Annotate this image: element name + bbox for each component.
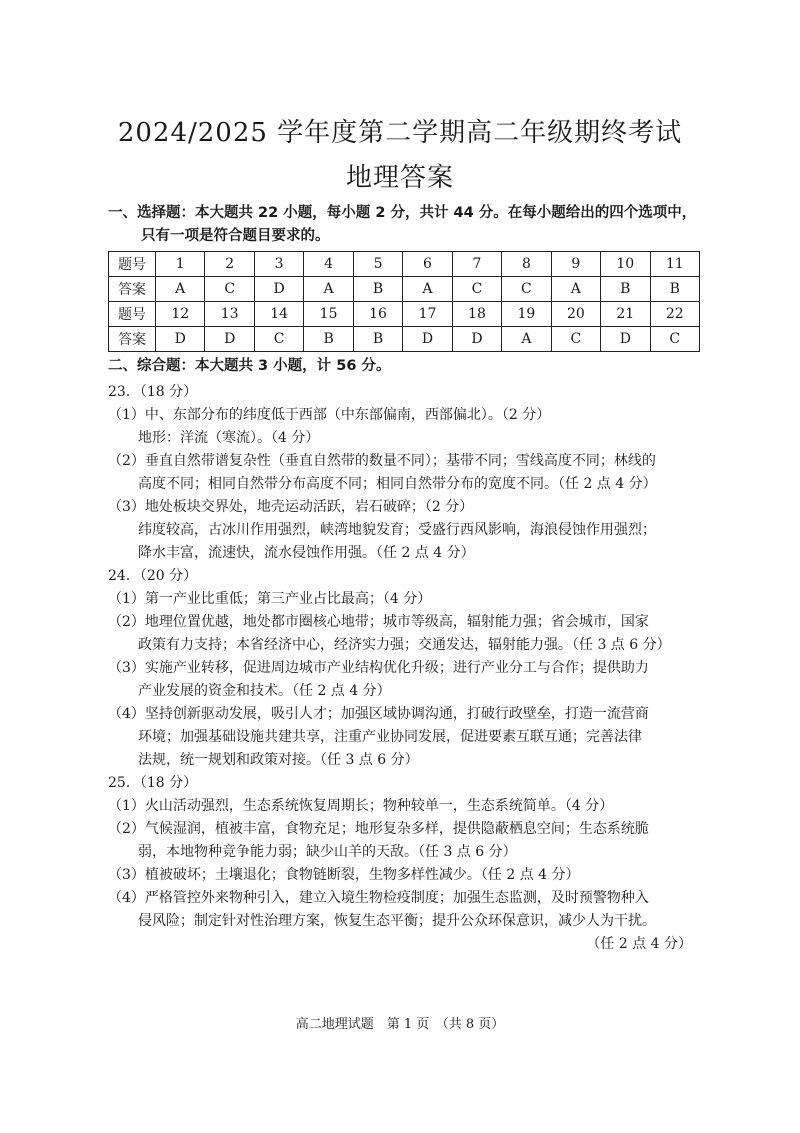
answer-line: 产业发展的资金和技术。（任 2 点 4 分） [138, 683, 391, 699]
table-cell: 13 [205, 302, 254, 327]
table-cell: 14 [254, 302, 303, 327]
page-title: 2024/2025 学年度第二学期高二年级期终考试 [117, 118, 683, 148]
table-row-answers-1 [109, 277, 700, 302]
answer-line: （2）气候湿润，植被丰富，食物充足；地形复杂多样，提供隐蔽栖息空间；生态系统脆 [108, 821, 649, 837]
answer-line: 侵风险；制定针对性治理方案，恢复生态平衡；提升公众环保意识，减少人为干扰。 [138, 913, 656, 929]
table-label: 答案 [109, 277, 156, 302]
table-cell: D [452, 327, 501, 352]
table-cell: C [502, 277, 551, 302]
section-1-line-2: 只有一项是符合题目要求的。 [141, 228, 330, 244]
table-cell: D [205, 327, 254, 352]
answer-line: （2）地理位置优越，地处都市圈核心地带；城市等级高，辐射能力强；省会城市，国家 [108, 614, 649, 630]
table-cell: D [254, 277, 303, 302]
table-cell: 8 [502, 252, 551, 277]
answer-line: 政策有力支持；本省经济中心，经济实力强；交通发达，辐射能力强。（任 3 点 6 分） [138, 637, 671, 653]
answer-line: （1）火山活动强烈，生态系统恢复周期长；物种较单一，生态系统简单。（4 分） [108, 798, 614, 814]
table-cell: B [650, 277, 699, 302]
answer-line: （2）垂直自然带谱复杂性（垂直自然带的数量不同）；基带不同；雪线高度不同；林线的 [108, 453, 656, 469]
table-cell: C [254, 327, 303, 352]
table-cell: 4 [304, 252, 353, 277]
table-cell: 20 [551, 302, 600, 327]
table-cell: A [304, 277, 353, 302]
answer-line: （3）植被破坏；土壤退化；食物链断裂，生物多样性减少。（任 2 点 4 分） [108, 867, 580, 883]
answer-table [108, 251, 700, 352]
table-cell: D [403, 327, 452, 352]
table-cell: 16 [353, 302, 402, 327]
table-cell: 1 [156, 252, 205, 277]
table-row-numbers-2 [109, 302, 700, 327]
section-2-heading: 二、综合题：本大题共 3 小题，计 56 分。 [108, 358, 391, 374]
question-24-heading: 24．（20 分） [108, 568, 198, 584]
section-1-line-1: 一、选择题：本大题共 22 小题，每小题 2 分，共计 44 分。在每小题给出的四个选项中， [108, 205, 697, 221]
answer-line: 弱，本地物种竞争能力弱；缺少山羊的天敌。（任 3 点 6 分） [138, 844, 517, 860]
table-cell: A [156, 277, 205, 302]
table-cell: 3 [254, 252, 303, 277]
table-cell: D [156, 327, 205, 352]
answer-line: 地形：洋流（寒流）。（4 分） [138, 430, 320, 446]
table-cell: 6 [403, 252, 452, 277]
table-cell: 12 [156, 302, 205, 327]
table-cell: 22 [650, 302, 699, 327]
table-cell: D [601, 327, 650, 352]
table-cell: C [650, 327, 699, 352]
table-cell: B [353, 277, 402, 302]
table-cell: C [452, 277, 501, 302]
answer-line-score: （任 2 点 4 分） [586, 936, 692, 952]
table-cell: 11 [650, 252, 699, 277]
answer-line: （1）第一产业比重低；第三产业占比最高；（4 分） [108, 591, 432, 607]
table-label: 答案 [109, 327, 156, 352]
table-row-numbers-1 [109, 252, 700, 277]
question-23-heading: 23．（18 分） [108, 384, 198, 400]
page-subtitle: 地理答案 [345, 163, 454, 193]
table-cell: 17 [403, 302, 452, 327]
page-footer: 高二地理试题 第 1 页 （共 8 页） [295, 1017, 505, 1032]
table-cell: 5 [353, 252, 402, 277]
table-label: 题号 [109, 252, 156, 277]
answer-line: （4）坚持创新驱动发展，吸引人才；加强区域协调沟通，打破行政壁垒，打造一流营商 [108, 706, 649, 722]
answer-line: 法规，统一规划和政策对接。（任 3 点 6 分） [138, 752, 419, 768]
answer-line: （3）地处板块交界处，地壳运动活跃，岩石破碎；（2 分） [108, 499, 474, 515]
table-cell: C [551, 327, 600, 352]
answer-line: （1）中、东部分布的纬度低于西部（中东部偏南，西部偏北）。（2 分） [108, 407, 551, 423]
question-25-heading: 25．（18 分） [108, 775, 198, 791]
table-cell: 2 [205, 252, 254, 277]
table-cell: 9 [551, 252, 600, 277]
table-cell: 19 [502, 302, 551, 327]
table-row-answers-2 [109, 327, 700, 352]
answer-body [108, 381, 702, 956]
answer-line: 降水丰富，流速快，流水侵蚀作用强。（任 2 点 4 分） [138, 545, 475, 561]
table-cell: C [205, 277, 254, 302]
table-cell: 21 [601, 302, 650, 327]
table-cell: 10 [601, 252, 650, 277]
section-1-heading [108, 202, 698, 248]
table-label: 题号 [109, 302, 156, 327]
answer-line: （4）严格管控外来物种引入，建立入境生物检疫制度；加强生态监测，及时预警物种入 [108, 890, 649, 906]
table-cell: B [353, 327, 402, 352]
table-cell: B [304, 327, 353, 352]
table-cell: 15 [304, 302, 353, 327]
answer-line: 高度不同；相同自然带分布高度不同；相同自然带分布的宽度不同。（任 2 点 4 分） [138, 476, 657, 492]
table-cell: A [403, 277, 452, 302]
table-cell: 18 [452, 302, 501, 327]
table-cell: A [551, 277, 600, 302]
table-cell: A [502, 327, 551, 352]
table-cell: B [601, 277, 650, 302]
answer-line: 环境；加强基础设施共建共享，注重产业协同发展，促进要素互联互通；完善法律 [138, 729, 642, 745]
answer-line: 纬度较高，古冰川作用强烈，峡湾地貌发育；受盛行西风影响，海浪侵蚀作用强烈； [138, 522, 656, 538]
table-cell: 7 [452, 252, 501, 277]
answer-line: （3）实施产业转移，促进周边城市产业结构优化升级；进行产业分工与合作；提供助力 [108, 660, 649, 676]
